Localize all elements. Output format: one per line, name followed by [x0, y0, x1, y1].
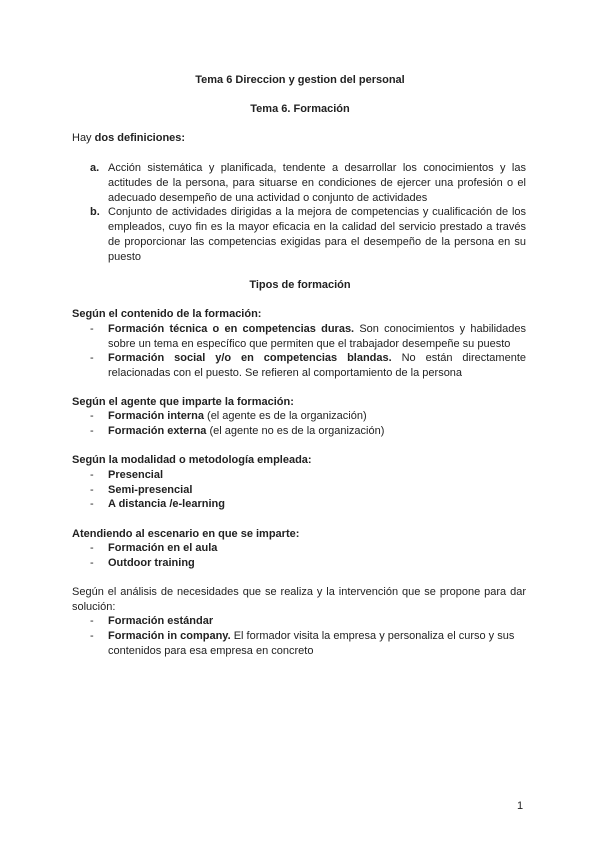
list-item-text	[108, 409, 526, 424]
list-item-text	[108, 424, 526, 439]
intro-bold: dos definiciones:	[94, 132, 186, 144]
group-heading-escenario: Atendiendo al escenario en que se imparte:	[72, 528, 300, 540]
list-item-desc: Son conocimientos y habilidades sobre un tema en específico que permiten que el trabajador desempeñe su puesto	[108, 323, 527, 350]
list-item-desc: (el agente no es de la organización)	[206, 425, 385, 437]
dash-marker: -	[90, 615, 94, 627]
dash-marker: -	[90, 425, 94, 437]
list-item-text: Semi-presencial	[108, 484, 193, 496]
intro-paragraph	[72, 131, 526, 146]
definition-text: Acción sistemática y planificada, tendente a desarrollar los conocimientos y las actitudes de la persona, para situarse en condiciones de ejercer una profesión o el adecuado desempeño de una actividad o conjunto de actividades	[108, 162, 526, 204]
list-item-text: Presencial	[108, 469, 164, 481]
definition-marker: a.	[90, 162, 100, 174]
document-title: Tema 6 Direccion y gestion del personal	[195, 74, 405, 86]
list-item-bold: Formación interna	[108, 410, 204, 422]
list-item-bold: Formación social y/o en competencias blandas.	[108, 352, 392, 364]
list-item-bold: Formación in company.	[108, 630, 231, 642]
list-item-text	[108, 322, 526, 352]
list-item-text	[108, 351, 526, 381]
list-item-text: Formación estándar	[108, 615, 214, 627]
group-heading-contenido: Según el contenido de la formación:	[72, 308, 262, 320]
document-subtitle: Tema 6. Formación	[250, 103, 350, 115]
section-title: Tipos de formación	[249, 279, 351, 291]
group-heading-modalidad: Según la modalidad o metodología empleada:	[72, 454, 312, 466]
list-item-bold: Formación técnica o en competencias duras.	[108, 323, 355, 335]
dash-marker: -	[90, 484, 94, 496]
dash-marker: -	[90, 352, 94, 364]
list-item-desc: (el agente es de la organización)	[203, 410, 367, 422]
list-item-text	[108, 629, 526, 659]
group-heading-agente: Según el agente que imparte la formación:	[72, 396, 294, 408]
dash-marker: -	[90, 469, 94, 481]
intro-lead: Hay	[72, 132, 95, 144]
list-item-desc: No están directamente relacionadas con el puesto. Se refieren al comportamiento de la persona	[108, 352, 526, 379]
definition-marker: b.	[90, 206, 100, 218]
definition-text: Conjunto de actividades dirigidas a la mejora de competencias y cualificación de los empleados, cuyo fin es la mayor eficacia en la calidad del servicio prestado a través de proporcionar las competencias exigidas para el desempeño de la persona en su puesto	[108, 206, 526, 263]
dash-marker: -	[90, 498, 94, 510]
group-heading-analisis: Según el análisis de necesidades que se realiza y la intervención que se propone para dar solución:	[72, 586, 526, 613]
page-number: 1	[517, 800, 524, 812]
list-item-desc: El formador visita la empresa y personaliza el curso y sus contenidos para esa empresa en concreto	[108, 630, 515, 657]
list-item-text: A distancia /e-learning	[108, 498, 225, 510]
list-item-text: Formación en el aula	[108, 542, 218, 554]
list-item-bold: Formación externa	[108, 425, 207, 437]
dash-marker: -	[90, 542, 94, 554]
dash-marker: -	[90, 630, 94, 642]
list-item-text: Outdoor training	[108, 557, 195, 569]
dash-marker: -	[90, 557, 94, 569]
dash-marker: -	[90, 323, 94, 335]
dash-marker: -	[90, 410, 94, 422]
